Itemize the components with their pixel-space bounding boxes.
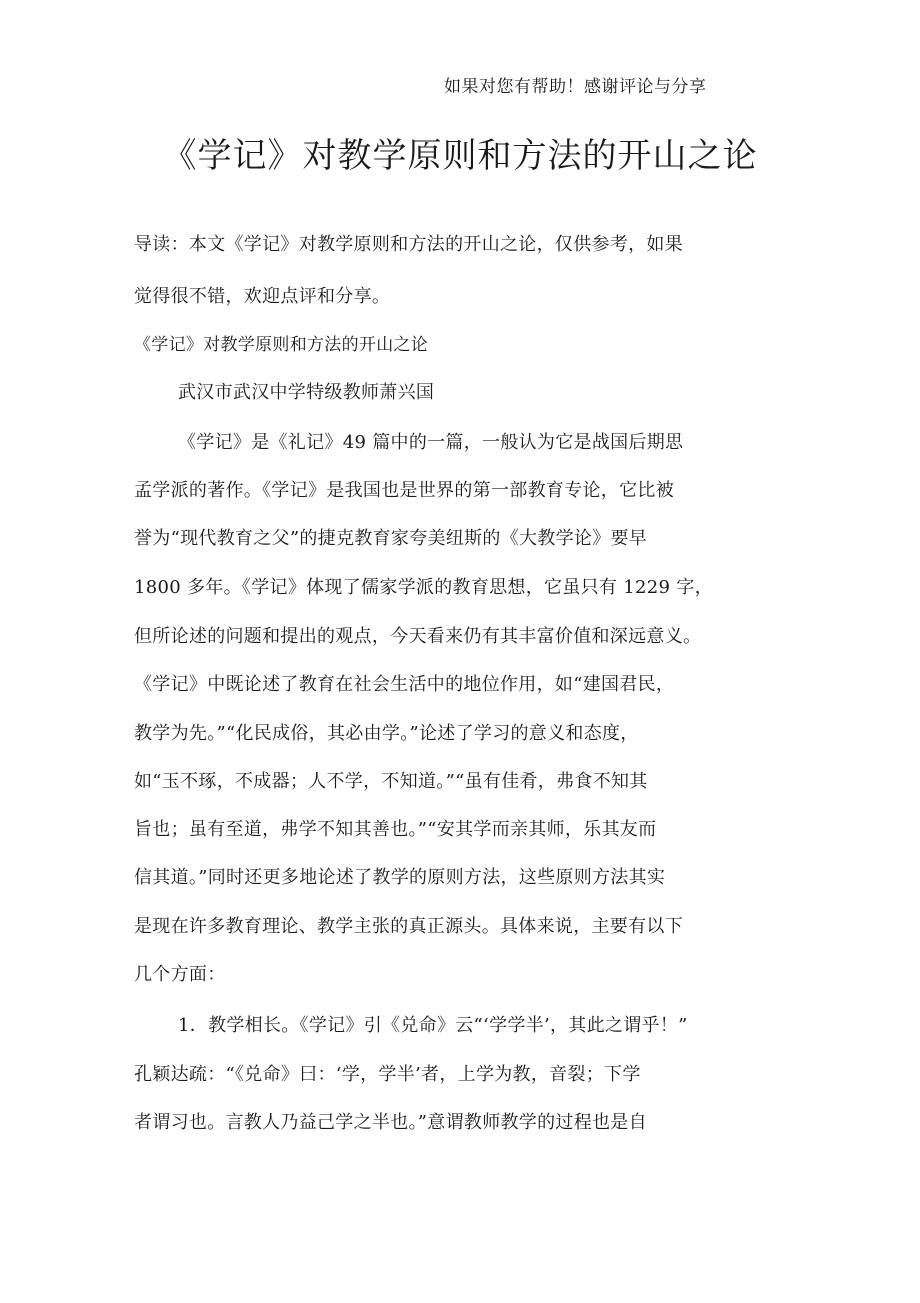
intro-line-2: 觉得很不错，欢迎点评和分享。 — [134, 286, 391, 307]
body-line: 信其道。”同时还更多地论述了教学的原则方法，这些原则方法其实 — [134, 867, 666, 888]
body-line: 但所论述的问题和提出的观点，今天看来仍有其丰富价值和深远意义。 — [134, 626, 702, 647]
body-line: 如“玉不琢，不成器；人不学，不知道。”“虽有佳肴，弗食不知其 — [134, 771, 648, 792]
header-note: 如果对您有帮助！感谢评论与分享 — [444, 77, 707, 97]
body-line: 1800 多年。《学记》体现了儒家学派的教育思想，它虽只有 1229 字， — [134, 577, 713, 598]
section-line: 1．教学相长。《学记》引《兑命》云“‘学学半’，其此之谓乎！” — [178, 1015, 688, 1036]
page-title: 《学记》对教学原则和方法的开山之论 — [162, 136, 758, 176]
subtitle: 《学记》对教学原则和方法的开山之论 — [134, 335, 429, 355]
author-line: 武汉市武汉中学特级教师萧兴国 — [178, 382, 435, 403]
body-line: 几个方面： — [134, 964, 226, 985]
intro-line-1: 导读：本文《学记》对教学原则和方法的开山之论，仅供参考，如果 — [134, 234, 683, 255]
body-line: 是现在许多教育理论、教学主张的真正源头。具体来说，主要有以下 — [134, 916, 683, 937]
body-line: 《学记》中既论述了教育在社会生活中的地位作用，如“建国君民， — [134, 674, 675, 695]
body-line: 教学为先。”“化民成俗，其必由学。”论述了学习的意义和态度， — [134, 723, 639, 744]
body-line: 旨也；虽有至道，弗学不知其善也。”“安其学而亲其师，乐其友而 — [134, 819, 657, 840]
body-line: 誉为“现代教育之父”的捷克教育家夸美纽斯的《大教学论》要早 — [134, 528, 648, 549]
section-line: 者谓习也。言教人乃益己学之半也。”意谓教师教学的过程也是自 — [134, 1112, 647, 1133]
body-line: 孟学派的著作。《学记》是我国也是世界的第一部教育专论，它比被 — [134, 480, 674, 501]
section-line: 孔颖达疏：“《兑命》曰：‘学，学半’者，上学为教，音裂；下学 — [134, 1064, 641, 1085]
body-line: 《学记》是《礼记》49 篇中的一篇，一般认为它是战国后期思 — [178, 432, 684, 453]
